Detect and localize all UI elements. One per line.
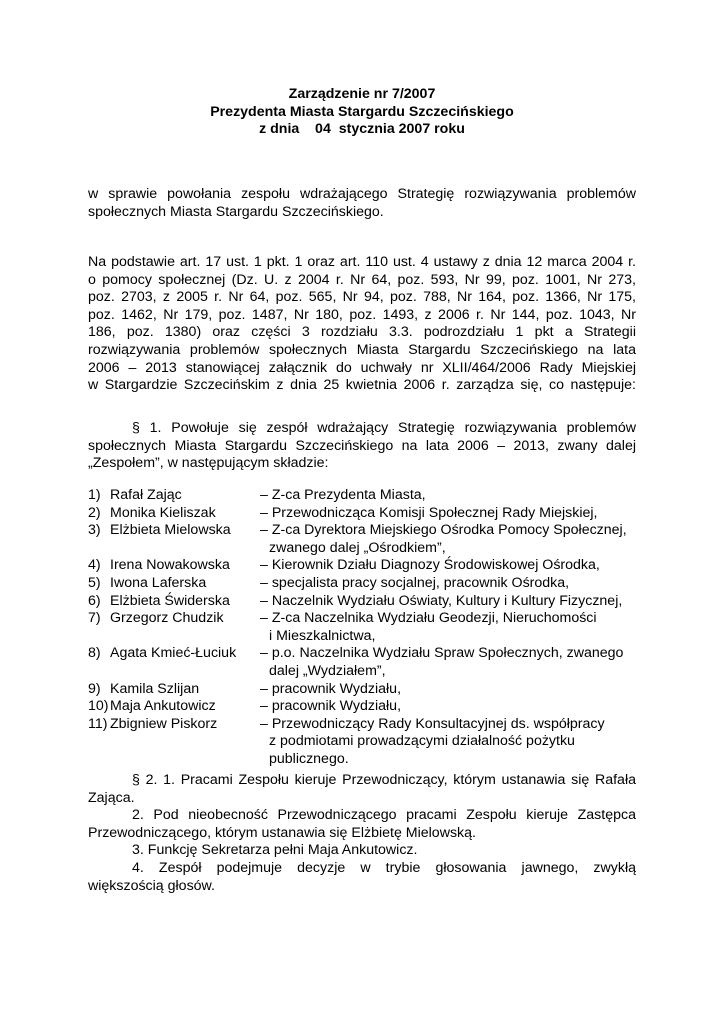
section-2-line: 4. Zespół podejmuje decyzje w trybie głosowania jawnego, zwykłą xyxy=(132,859,636,876)
subject-line: w sprawie powołania zespołu wdrażającego Strategię rozwiązywania problemów xyxy=(88,186,636,202)
member-name: Rafał Zając xyxy=(110,487,182,503)
section-2-line: § 2. 1. Pracami Zespołu kieruje Przewodniczący, którym ustanawia się Rafała xyxy=(132,772,636,788)
member-row xyxy=(88,487,648,505)
member-name: Kamila Szlijan xyxy=(110,680,200,697)
section-2-line: 2. Pod nieobecność Przewodniczącego pracami Zespołu kieruje Zastępca xyxy=(132,807,636,824)
member-row xyxy=(88,505,648,523)
member-number: 1) xyxy=(88,487,101,503)
section-2-line: 3. Funkcję Sekretarza pełni Maja Ankutowicz. xyxy=(132,842,418,859)
legal-basis-line: 186, poz. 1380) oraz części 3 rozdziału 3.3. podrozdziału 1 pkt a Strategii xyxy=(88,324,636,341)
member-role: – pracownik Wydziału, xyxy=(260,698,402,715)
subject-line: społecznych Miasta Stargardu Szczecińskiego. xyxy=(88,203,384,220)
member-name: Agata Kmieć-Łuciuk xyxy=(110,645,237,662)
member-role: – Przewodniczący Rady Konsultacyjnej ds. współpracy xyxy=(260,715,605,732)
member-row xyxy=(88,593,648,611)
member-row xyxy=(88,698,648,716)
member-role: – Z-ca Prezydenta Miasta, xyxy=(260,487,426,503)
member-role: – Z-ca Naczelnika Wydziału Geodezji, Nieruchomości xyxy=(260,610,597,627)
section-1-line: „Zespołem”, w następującym składzie: xyxy=(88,455,329,472)
member-row xyxy=(88,575,648,593)
member-role-continuation: i Mieszkalnictwa, xyxy=(269,627,376,644)
member-number: 7) xyxy=(88,610,101,627)
member-role: – Naczelnik Wydziału Oświaty, Kultury i Kultury Fizycznej, xyxy=(260,592,623,609)
member-row xyxy=(88,645,648,663)
section-1-line: § 1. Powołuje się zespół wdrażający Strategię rozwiązywania problemów xyxy=(132,420,636,436)
member-name: Zbigniew Piskorz xyxy=(110,715,218,732)
order-number: Zarządzenie nr 7/2007 xyxy=(288,86,436,102)
member-number: 9) xyxy=(88,680,101,697)
member-number: 4) xyxy=(88,557,101,574)
section-1-line: społecznych Miasta Stargardu Szczecińskiego na lata 2006 – 2013, zwany dalej xyxy=(88,437,636,454)
member-role-continuation: z podmiotami prowadzącymi działalność pożytku xyxy=(269,733,575,750)
issuer: Prezydenta Miasta Stargardu Szczecińskiego xyxy=(210,103,514,120)
member-number: 8) xyxy=(88,645,101,662)
section-2-line: większością głosów. xyxy=(88,877,215,894)
member-row xyxy=(88,557,648,575)
member-number: 11) xyxy=(88,715,108,732)
member-row xyxy=(88,681,648,699)
section-2-line: Zająca. xyxy=(88,789,135,806)
member-role: – Kierownik Działu Diagnozy Środowiskowej Ośrodka, xyxy=(260,557,600,574)
member-name: Elżbieta Mielowska xyxy=(110,522,231,539)
member-name: Maja Ankutowicz xyxy=(110,698,216,715)
order-date: z dnia 04 stycznia 2007 roku xyxy=(259,121,465,138)
member-number: 6) xyxy=(88,592,101,609)
member-role-continuation: dalej „Wydziałem”, xyxy=(269,662,386,679)
legal-basis-line: Na podstawie art. 17 ust. 1 pkt. 1 oraz art. 110 ust. 4 ustawy z dnia 12 marca 2004 r. xyxy=(88,254,636,270)
subject-paragraph xyxy=(88,186,636,221)
member-number: 10) xyxy=(88,698,109,715)
member-row xyxy=(88,716,648,734)
member-name: Iwona Laferska xyxy=(110,574,207,591)
legal-basis-line: w Stargardzie Szczecińskim z dnia 25 kwietnia 2006 r. zarządza się, co następuje: xyxy=(88,377,636,394)
member-name: Elżbieta Świderska xyxy=(110,592,230,609)
member-number: 2) xyxy=(88,504,101,521)
legal-basis-line: 2006 – 2013 stanowiącej załącznik do uchwały nr XLII/464/2006 Rady Miejskiej xyxy=(88,359,636,376)
legal-basis-line: poz. 2703, z 2005 r. Nr 64, poz. 565, Nr 94, poz. 788, Nr 164, poz. 1366, Nr 175, xyxy=(88,289,636,306)
member-name: Grzegorz Chudzik xyxy=(110,610,224,627)
member-number: 5) xyxy=(88,574,101,591)
member-role-continuation: zwanego dalej „Ośrodkiem”, xyxy=(269,539,446,556)
member-role: – p.o. Naczelnika Wydziału Spraw Społecznych, zwanego xyxy=(260,645,624,662)
members-list xyxy=(88,487,648,769)
member-row xyxy=(88,522,648,540)
legal-basis-paragraph xyxy=(88,254,636,395)
member-role: – specjalista pracy socjalnej, pracownik Ośrodka, xyxy=(260,574,570,591)
section-2-line: Przewodniczącego, którym ustanawia się Elżbietę Mielowską. xyxy=(88,824,476,841)
member-name: Irena Nowakowska xyxy=(110,557,230,574)
member-name: Monika Kieliszak xyxy=(110,504,216,521)
legal-basis-line: rozwiązywania problemów społecznych Miasta Stargardu Szczecińskiego na lata xyxy=(88,341,636,358)
member-number: 3) xyxy=(88,522,101,539)
member-role: – Z-ca Dyrektora Miejskiego Ośrodka Pomocy Społecznej, xyxy=(260,522,627,539)
member-role-continuation: publicznego. xyxy=(269,750,349,767)
legal-basis-line: poz. 1462, Nr 179, poz. 1487, Nr 180, poz. 1493, z 2006 r. Nr 144, poz. 1043, Nr xyxy=(88,306,636,323)
legal-basis-line: o pomocy społecznej (Dz. U. z 2004 r. Nr 64, poz. 593, Nr 99, poz. 1001, Nr 273, xyxy=(88,271,636,288)
member-role: – Przewodnicząca Komisji Społecznej Rady Miejskiej, xyxy=(260,504,598,521)
member-role: – pracownik Wydziału, xyxy=(260,680,402,697)
section-2-paragraphs xyxy=(88,772,636,895)
member-row xyxy=(88,610,648,628)
section-1-paragraph xyxy=(88,420,636,473)
document-header xyxy=(88,86,636,139)
